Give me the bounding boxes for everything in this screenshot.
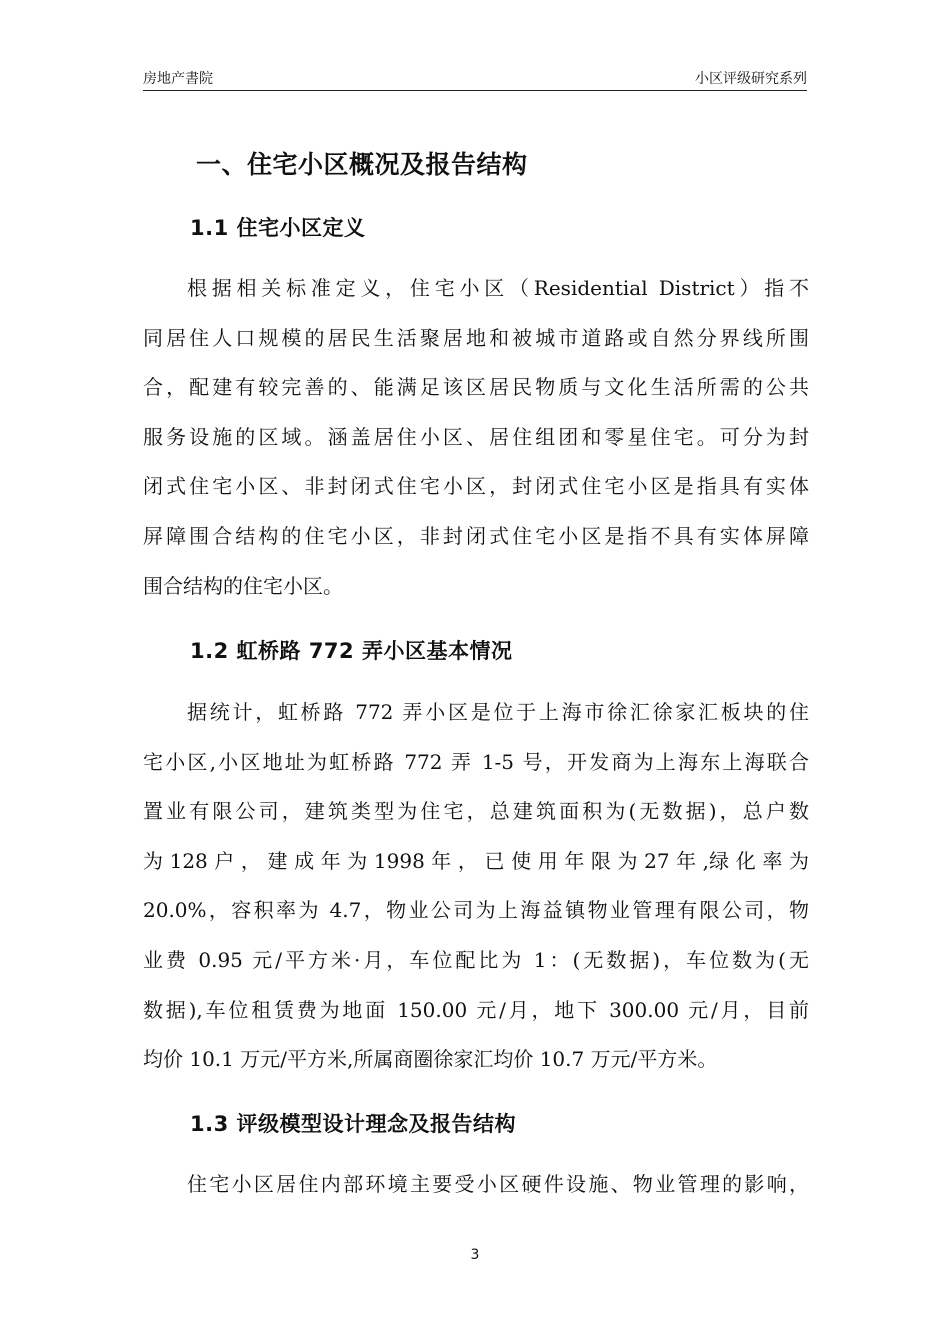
subsection-heading-1-3: 1.3 评级模型设计理念及报告结构 [190, 1112, 517, 1136]
paragraph-line: 围合结构的住宅小区。 [143, 573, 343, 598]
paragraph-line: 均价 10.1 万元/平方米,所属商圈徐家汇均价 10.7 万元/平方米。 [143, 1047, 718, 1072]
paragraph-definition [143, 264, 809, 611]
page-number: 3 [470, 1247, 480, 1263]
paragraph-line: 根据相关标准定义，住宅小区（Residential District）指不 [187, 276, 809, 300]
paragraph-line: 服务设施的区域。涵盖居住小区、居住组团和零星住宅。可分为封 [143, 424, 809, 449]
paragraph-line: 同居住人口规模的居民生活聚居地和被城市道路或自然分界线所围 [143, 325, 809, 350]
subsection-heading-1-2: 1.2 虹桥路 772 弄小区基本情况 [190, 639, 513, 663]
page-header [143, 62, 807, 91]
subsection-heading-1-1: 1.1 住宅小区定义 [190, 216, 366, 240]
paragraph-basic-info [143, 688, 809, 1085]
paragraph-line: 据统计，虹桥路 772 弄小区是位于上海市徐汇徐家汇板块的住 [187, 700, 809, 724]
paragraph-line: 屏障围合结构的住宅小区，非封闭式住宅小区是指不具有实体屏障 [143, 523, 809, 548]
paragraph-line: 20.0%，容积率为 4.7，物业公司为上海益镇物业管理有限公司，物 [143, 898, 809, 923]
paragraph-line: 宅小区,小区地址为虹桥路 772 弄 1-5 号，开发商为上海东上海联合 [143, 749, 809, 774]
paragraph-line: 数据),车位租赁费为地面 150.00 元/月，地下 300.00 元/月，目前 [143, 997, 809, 1022]
section-title: 一、住宅小区概况及报告结构 [196, 150, 528, 179]
paragraph-model-design [143, 1160, 809, 1210]
paragraph-line: 住宅小区居住内部环境主要受小区硬件设施、物业管理的影响， [187, 1172, 809, 1196]
header-left-title: 房地产書院 [143, 71, 213, 87]
paragraph-line: 闭式住宅小区、非封闭式住宅小区，封闭式住宅小区是指具有实体 [143, 474, 809, 499]
paragraph-line: 置业有限公司，建筑类型为住宅，总建筑面积为(无数据)，总户数 [143, 799, 809, 824]
paragraph-line: 为 128 户 ， 建 成 年 为 1998 年 ， 已 使 用 年 限 为 27 年 ,绿 化 率 为 [143, 848, 809, 873]
header-right-title: 小区评级研究系列 [695, 71, 807, 87]
paragraph-line: 合，配建有较完善的、能满足该区居民物质与文化生活所需的公共 [143, 375, 809, 400]
paragraph-line: 业费 0.95 元/平方米·月，车位配比为 1：(无数据)，车位数为(无 [143, 947, 809, 972]
